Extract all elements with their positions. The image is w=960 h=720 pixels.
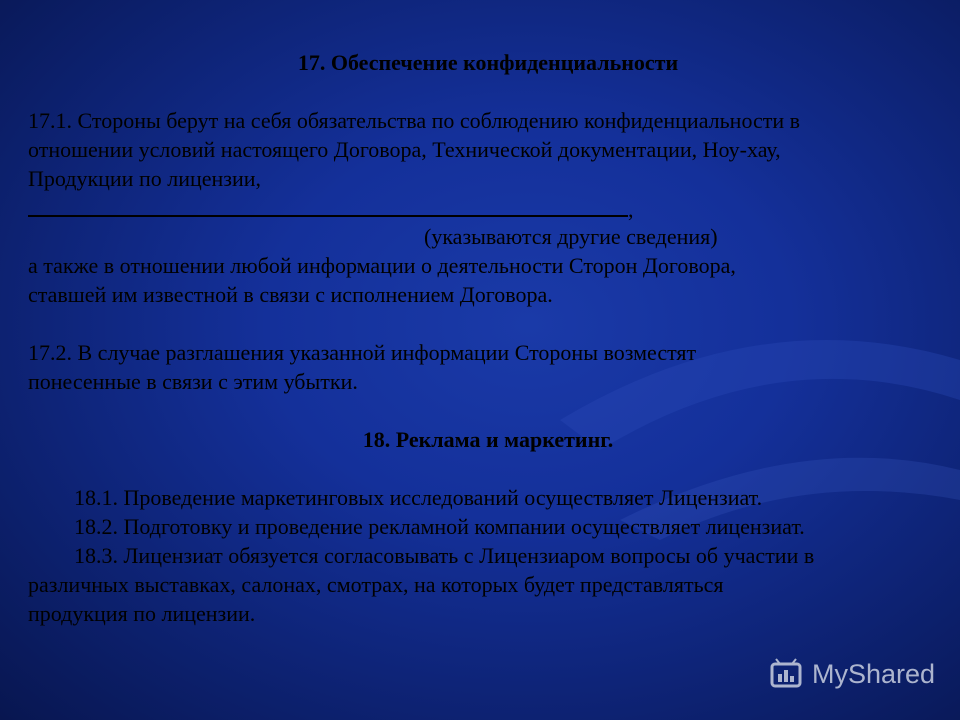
item-18-3-line-1: 18.3. Лицензиат обязуется согласовывать с Лицензиаром вопросы об участии в <box>74 543 815 568</box>
paragraph-17-1-line-5: ставшей им известной в связи с исполнением Договора. <box>28 282 553 307</box>
paragraph-17-1-line-2: отношении условий настоящего Договора, Технической документации, Ноу-хау, <box>28 137 781 162</box>
blank-suffix: , <box>628 197 634 222</box>
paragraph-17-1-line-1: 17.1. Стороны берут на себя обязательства по соблюдению конфиденциальности в <box>28 108 801 133</box>
section-17-title: 17. Обеспечение конфиденциальности <box>297 50 679 75</box>
paragraph-17-1-line-4: а также в отношении любой информации о деятельности Сторон Договора, <box>28 253 736 278</box>
paragraph-17-2-line-2: понесенные в связи с этим убытки. <box>28 369 358 394</box>
fill-in-blank-line <box>28 193 948 222</box>
myshared-watermark <box>768 654 935 694</box>
item-18-1: 18.1. Проведение маркетинговых исследований осуществляет Лицензиат. <box>74 485 763 510</box>
section-18-title: 18. Реклама и маркетинг. <box>362 427 614 452</box>
myshared-logo-icon <box>768 656 804 692</box>
watermark-text: MyShared <box>812 658 936 689</box>
blank-note: (указываются другие сведения) <box>424 224 718 249</box>
item-18-3-line-3: продукция по лицензии. <box>28 601 256 626</box>
item-18-2: 18.2. Подготовку и проведение рекламной компании осуществляет лицензиат. <box>74 514 805 539</box>
paragraph-17-1-line-3: Продукции по лицензии, <box>28 166 262 191</box>
slide-content <box>28 48 948 628</box>
paragraph-17-2-line-1: 17.2. В случае разглашения указанной информации Стороны возместят <box>28 340 697 365</box>
item-18-3-line-2: различных выставках, салонах, смотрах, на которых будет представляться <box>28 572 724 597</box>
blank-underline <box>28 193 628 217</box>
